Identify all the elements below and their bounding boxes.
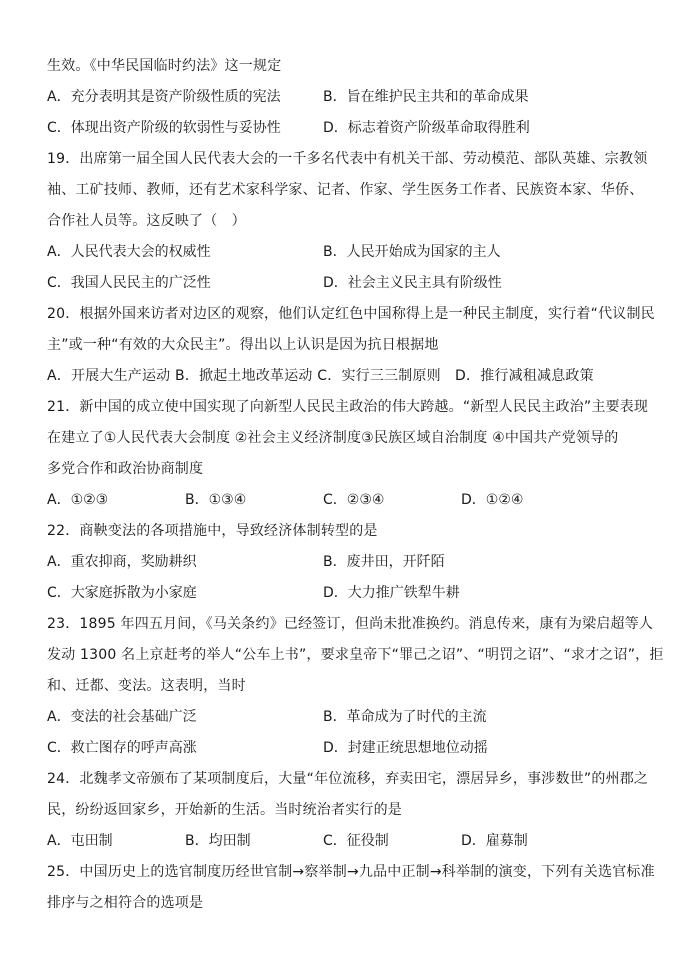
text-line: 主”或一种“有效的大众民主”。得出以上认识是因为抗日根据地 <box>47 337 439 353</box>
text-line: 20．根据外国来访者对边区的观察，他们认定红色中国称得上是一种民主制度，实行着“代议制民 <box>47 306 655 322</box>
text-line: 24．北魏孝文帝颁布了某项制度后，大量“年位流移，弃卖田宅，漂居异乡，事涉数世”的州郡之 <box>47 771 649 787</box>
text-line: 22．商鞅变法的各项措施中，导致经济体制转型的是 <box>47 523 378 539</box>
answer-option: C．救亡图存的呼声高涨 <box>47 740 197 756</box>
options-row <box>47 117 668 139</box>
options-row <box>47 272 668 294</box>
options-row <box>47 551 668 573</box>
answer-option: C．我国人民民主的广泛性 <box>47 275 211 291</box>
options-row <box>47 241 668 263</box>
answer-option: A．重农抑商，奖励耕织 <box>47 554 197 570</box>
text-line: 21．新中国的成立使中国实现了向新型人民民主政治的伟大跨越。“新型人民民主政治”主要表现 <box>47 399 649 415</box>
text-line: A．开展大生产运动 B．掀起土地改革运动 C．实行三三制原则 D．推行减租减息政策 <box>47 368 594 384</box>
answer-option: C．大家庭拆散为小家庭 <box>47 585 197 601</box>
text-line: 民，纷纷返回家乡，开始新的生活。当时统治者实行的是 <box>47 802 402 818</box>
answer-option: C．征役制 <box>323 833 389 849</box>
options-row <box>47 489 668 511</box>
answer-option: D．封建正统思想地位动摇 <box>323 740 488 756</box>
text-line: 袖、工矿技师、教师，还有艺术家科学家、记者、作家、学生医务工作者、民族资本家、华侨、 <box>47 182 644 198</box>
answer-option: D．大力推广铁犁牛耕 <box>323 585 460 601</box>
answer-option: D．社会主义民主具有阶级性 <box>323 275 502 291</box>
text-line: 在建立了①人民代表大会制度 ②社会主义经济制度③民族区域自治制度 ④中国共产党领导的 <box>47 430 619 446</box>
text-line: 多党合作和政治协商制度 <box>47 461 204 477</box>
answer-option: A．充分表明其是资产阶级性质的宪法 <box>47 89 281 105</box>
answer-option: C．体现出资产阶级的软弱性与妥协性 <box>47 120 281 136</box>
answer-option: A．变法的社会基础广泛 <box>47 709 197 725</box>
options-row <box>47 830 668 852</box>
answer-option: B．旨在维护民主共和的革命成果 <box>323 89 529 105</box>
answer-option: D．①②④ <box>461 492 524 508</box>
text-line: 排序与之相符合的选项是 <box>47 895 204 911</box>
answer-option: A．①②③ <box>47 492 109 508</box>
answer-option: A．屯田制 <box>47 833 113 849</box>
answer-option: D．标志着资产阶级革命取得胜利 <box>323 120 530 136</box>
options-row <box>47 582 668 604</box>
text-line: 25．中国历史上的选官制度历经世官制→察举制→九品中正制→科举制的演变，下列有关选官标准 <box>47 864 655 880</box>
text-line: 19．出席第一届全国人民代表大会的一千多名代表中有机关干部、劳动模范、部队英雄、宗教领 <box>47 151 648 167</box>
answer-option: B．①③④ <box>185 492 247 508</box>
text-line: 生效。《中华民国临时约法》这一规定 <box>47 58 282 74</box>
answer-option: B．均田制 <box>185 833 251 849</box>
options-row <box>47 86 668 108</box>
text-line: 发动 1300 名上京赶考的举人“公车上书”，要求皇帝下“罪己之诏”、“明罚之诏”、“求才之诏”，拒 <box>47 647 664 663</box>
options-row <box>47 706 668 728</box>
answer-option: B．人民开始成为国家的主人 <box>323 244 501 260</box>
answer-option: B．废井田，开阡陌 <box>323 554 445 570</box>
answer-option: D．雇募制 <box>461 833 528 849</box>
answer-option: B．革命成为了时代的主流 <box>323 709 487 725</box>
text-line: 和、迁都、变法。这表明，当时 <box>47 678 246 694</box>
answer-option: C．②③④ <box>323 492 385 508</box>
text-line: 23．1895 年四五月间，《马关条约》已经签订，但尚未批准换约。消息传来，康有为梁启超等人 <box>47 616 654 632</box>
options-row <box>47 737 668 759</box>
answer-option: A．人民代表大会的权威性 <box>47 244 211 260</box>
text-line: 合作社人员等。这反映了（ ） <box>47 213 246 229</box>
